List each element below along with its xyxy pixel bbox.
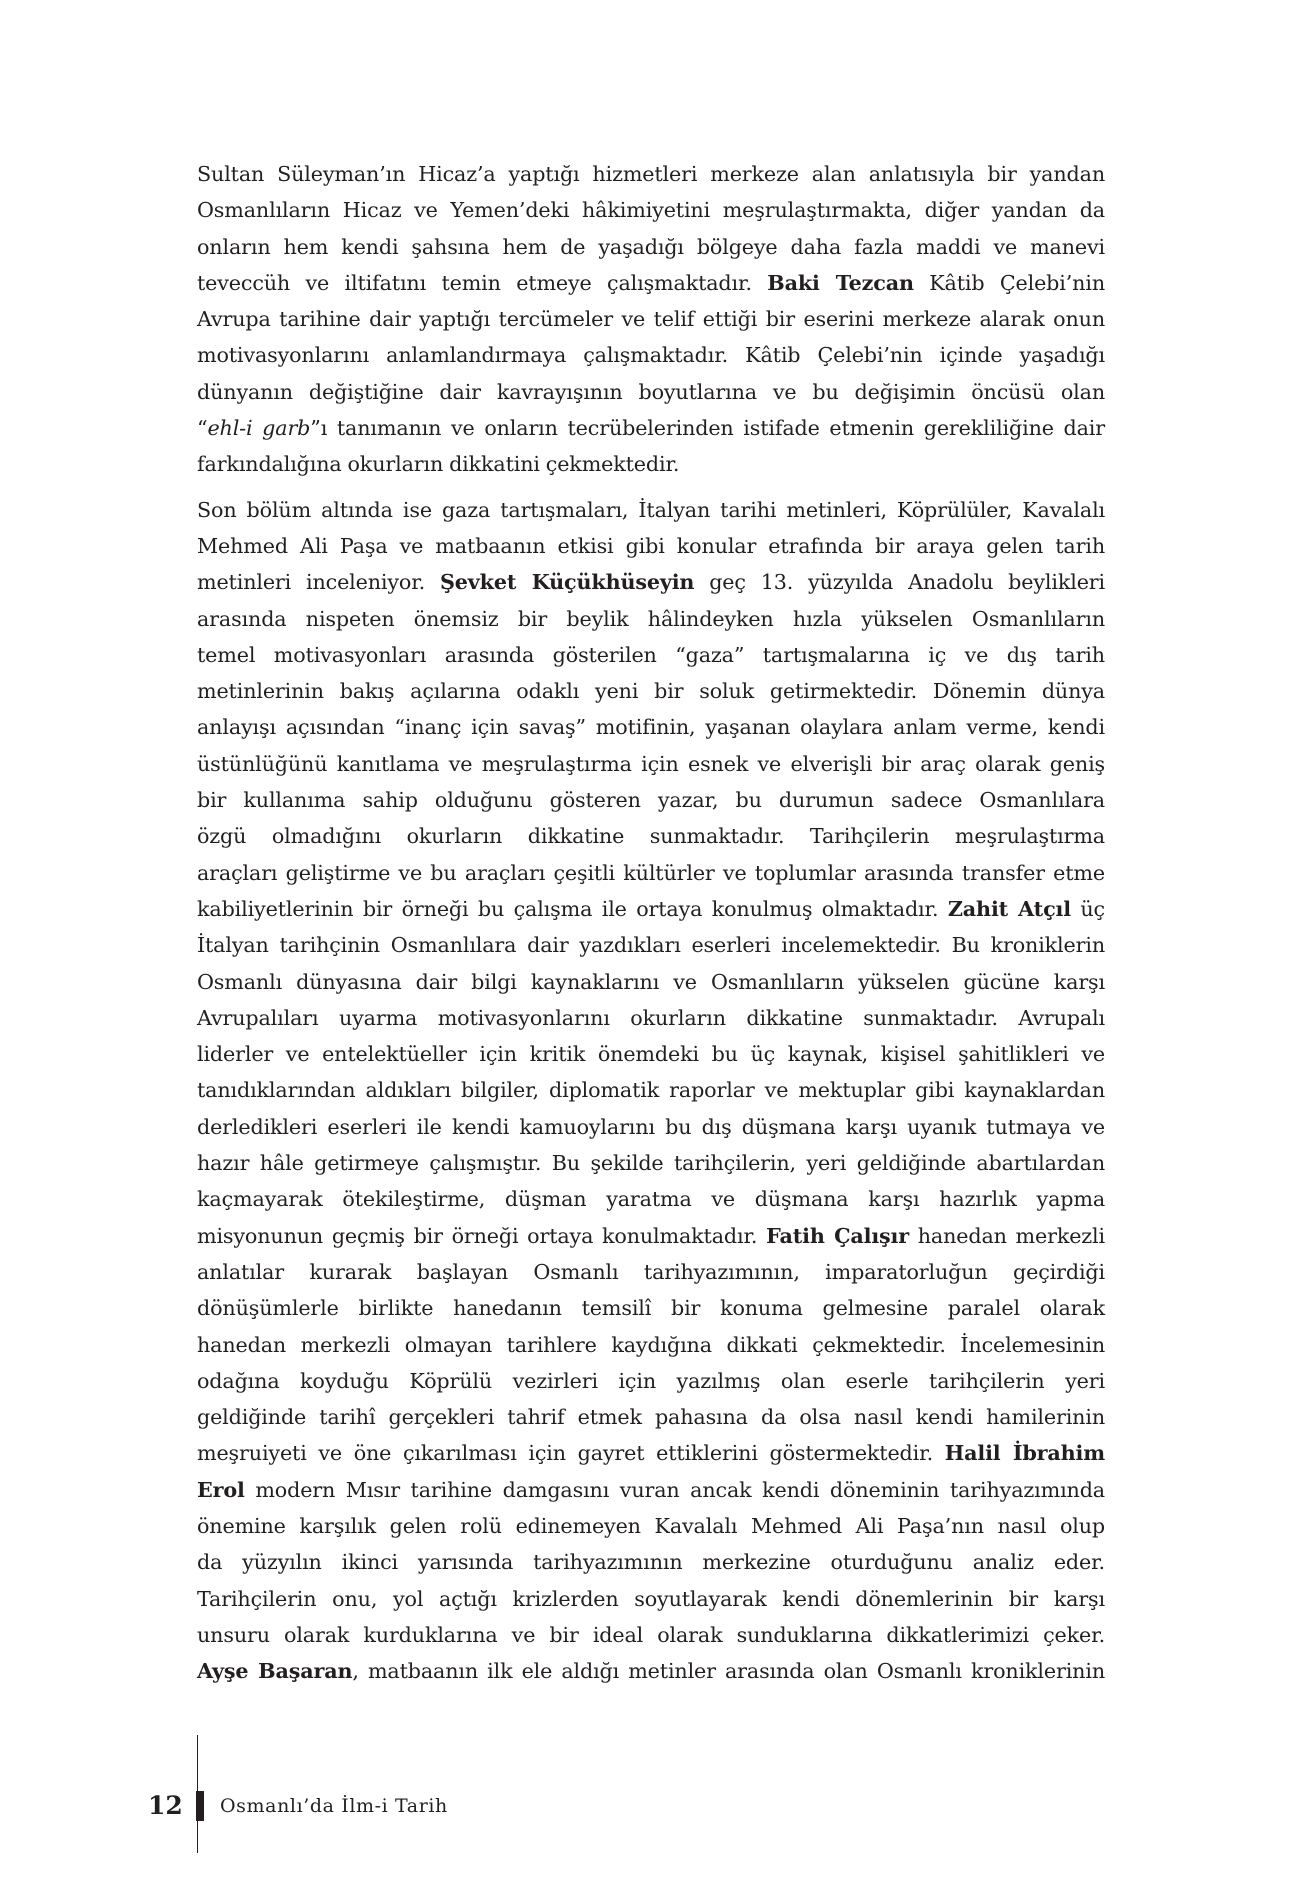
text-line [197, 492, 1105, 528]
text-line [197, 1290, 1105, 1326]
text-run: Tarihçilerin onu, yol açtığı krizlerden soyutlayarak kendi dönemlerinin bir karşı [197, 1586, 1105, 1611]
text-run: anlatılar kurarak başlayan Osmanlı tarihyazımının, imparatorluğun geçirdiği [197, 1259, 1105, 1284]
text-run: metinlerinin bakış açılarına odaklı yeni bir soluk getirmektedir. Dönemin dünya [197, 679, 1105, 704]
text-run: özgü olmadığını okurların dikkatine sunmaktadır. Tarihçilerin meşrulaştırma [197, 824, 1105, 849]
text-line [197, 891, 1105, 927]
text-run: liderler ve entelektüeller için kritik önemdeki bu üç kaynak, kişisel şahitlikleri ve [197, 1042, 1105, 1067]
text-run: hanedan merkezli [909, 1223, 1105, 1248]
text-run: modern Mısır tarihine damgasını vuran ancak kendi döneminin tarihyazımında [244, 1477, 1105, 1502]
text-run: meşruiyeti ve öne çıkarılması için gayret ettiklerini göstermektedir. [197, 1441, 945, 1466]
text-run: Sultan Süleyman’ın Hicaz’a yaptığı hizmetleri merkeze alan anlatısıyla bir yandan [197, 162, 1105, 186]
text-run: Avrupalıları uyarma motivasyonlarını okurların dikkatine sunmaktadır. Avrupalı [197, 1005, 1105, 1030]
text-run: tanıdıklarından aldıkları bilgiler, diplomatik raporlar ve mektuplar gibi kaynaklardan [197, 1078, 1105, 1103]
author-name: Halil İbrahim [944, 1441, 1106, 1466]
text-line [197, 446, 1105, 482]
author-name: Zahit Atçıl [947, 896, 1071, 921]
text-run: arasında nispeten önemsiz bir beylik hâlindeyken hızla yükselen Osmanlıların [197, 606, 1105, 631]
text-line [197, 564, 1105, 600]
text-run: anlayışı açısından “inanç için savaş” motifinin, yaşanan olaylara anlam verme, kendi [197, 715, 1105, 740]
text-line [197, 1363, 1105, 1399]
text-run: dönüşümlerle birlikte hanedanın temsilî bir konuma gelmesine paralel olarak [197, 1296, 1105, 1321]
text-line [197, 1544, 1105, 1580]
text-line [197, 1581, 1105, 1617]
text-run: geldiğinde tarihî gerçekleri tahrif etmek pahasına da olsa nasıl kendi hamilerinin [197, 1405, 1105, 1430]
text-run: üç [1070, 896, 1105, 921]
text-line [197, 1472, 1105, 1508]
text-run: unsuru olarak kurduklarına ve bir ideal olarak sunduklarına dikkatlerimizi çeker. [197, 1622, 1105, 1647]
text-line [197, 1327, 1105, 1363]
text-run: da yüzyılın ikinci yarısında tarihyazımının merkezine oturduğunu analiz eder. [197, 1550, 1105, 1575]
text-line [197, 1036, 1105, 1072]
text-run: dünyanın değiştiğine dair kavrayışının boyutlarına ve bu değişimin öncüsü olan [197, 379, 1105, 404]
text-line [197, 746, 1105, 782]
text-run: teveccüh ve iltifatını temin etmeye çalışmaktadır. [197, 270, 768, 295]
text-run: misyonunun geçmiş bir örneği ortaya konulmaktadır. [197, 1223, 767, 1248]
text-line [197, 1218, 1105, 1254]
text-run: odağına koyduğu Köprülü vezirleri için yazılmış olan eserle tarihçilerin yeri [197, 1368, 1105, 1393]
text-line [197, 1617, 1105, 1653]
author-name: Erol [197, 1477, 245, 1502]
text-line [197, 337, 1105, 373]
text-run: temel motivasyonları arasında gösterilen “gaza” tartışmalarına iç ve dış tarih [197, 642, 1105, 667]
page-footer [0, 1735, 1300, 1855]
text-run: kabiliyetlerinin bir örneği bu çalışma ile ortaya konulmuş olmaktadır. [197, 896, 948, 921]
text-line [197, 1181, 1105, 1217]
text-line [197, 637, 1105, 673]
text-line [197, 1072, 1105, 1108]
text-line [197, 1145, 1105, 1181]
text-run: kaçmayarak ötekileştirme, düşman yaratma ve düşmana karşı hazırlık yapma [197, 1187, 1105, 1212]
text-run: araçları geliştirme ve bu araçları çeşitli kültürler ve toplumlar arasında transfer etme [197, 860, 1105, 885]
text-run: hanedan merkezli olmayan tarihlere kaydığına dikkati çekmektedir. İncelemesinin [197, 1332, 1105, 1357]
text-run: motivasyonlarını anlamlandırmaya çalışmaktadır. Kâtib Çelebi’nin içinde yaşadığı [197, 343, 1105, 368]
text-line [197, 1435, 1105, 1471]
text-run: derledikleri eserleri ile kendi kamuoylarını bu dış düşmana karşı uyanık tutmaya ve [197, 1114, 1105, 1139]
text-run: Mehmed Ali Paşa ve matbaanın etkisi gibi konular etrafında bir araya gelen tarih [197, 533, 1105, 558]
text-line [197, 601, 1105, 637]
body-text [197, 156, 1105, 1689]
text-run: İtalyan tarihçinin Osmanlılara dair yazdıkları eserleri incelemektedir. Bu kroniklerin [197, 933, 1105, 958]
text-line [197, 1254, 1105, 1290]
text-line [197, 673, 1105, 709]
running-title: Osmanlı’da İlm-i Tarih [220, 1795, 448, 1817]
text-line [197, 782, 1105, 818]
text-run: , matbaanın ilk ele aldığı metinler arasında olan Osmanlı kroniklerinin [352, 1659, 1106, 1684]
text-run: Avrupa tarihine dair yaptığı tercümeler ve telif ettiği bir eserini merkeze alarak onun [197, 307, 1105, 332]
text-run: bir kullanıma sahip olduğunu gösteren yazar, bu durumun sadece Osmanlılara [197, 788, 1105, 813]
italic-term: ehl-i garb [207, 416, 311, 441]
author-name: Ayşe Başaran [197, 1659, 353, 1684]
text-line [197, 410, 1105, 446]
text-line [197, 301, 1105, 337]
text-run: onların hem kendi şahsına hem de yaşadığı bölgeye daha fazla maddi ve manevi [197, 234, 1105, 259]
text-line [197, 229, 1105, 265]
text-run: farkındalığına okurların dikkatini çekmektedir. [197, 452, 680, 477]
text-line [197, 818, 1105, 854]
text-line [197, 1399, 1105, 1435]
text-run: ”ı tanımanın ve onların tecrübelerinden istifade etmenin gerekliliğine dair [310, 416, 1106, 441]
text-line [197, 1000, 1105, 1036]
text-line [197, 927, 1105, 963]
text-line [197, 1508, 1105, 1544]
author-name: Fatih Çalışır [766, 1223, 910, 1248]
text-run: Osmanlı dünyasına dair bilgi kaynaklarını ve Osmanlıların yükselen gücüne karşı [197, 969, 1105, 994]
author-name: Şevket Küçükhüseyin [440, 570, 695, 595]
text-run: Osmanlıların Hicaz ve Yemen’deki hâkimiyetini meşrulaştırmakta, diğer yandan da [197, 198, 1105, 223]
text-line [197, 528, 1105, 564]
text-run: üstünlüğünü kanıtlama ve meşrulaştırma için esnek ve elverişli bir araç olarak geniş [197, 751, 1105, 776]
text-line [197, 709, 1105, 745]
text-run: önemine karşılık gelen rolü edinemeyen Kavalalı Mehmed Ali Paşa’nın nasıl olup [197, 1513, 1105, 1538]
text-line [197, 964, 1105, 1000]
text-line [197, 374, 1105, 410]
text-run: geç 13. yüzyılda Anadolu beylikleri [694, 570, 1105, 595]
footer-marker [196, 1791, 204, 1821]
text-run: hazır hâle getirmeye çalışmıştır. Bu şekilde tarihçilerin, yeri geldiğinde abartılardan [197, 1151, 1105, 1176]
text-run: Kâtib Çelebi’nin [913, 270, 1105, 295]
text-run: Son bölüm altında ise gaza tartışmaları, İtalyan tarihi metinleri, Köprülüler, Kavalalı [197, 497, 1105, 522]
text-line [197, 855, 1105, 891]
text-line [197, 156, 1105, 192]
text-run: metinleri inceleniyor. [197, 570, 440, 595]
text-line [197, 1109, 1105, 1145]
text-line [197, 192, 1105, 228]
author-name: Baki Tezcan [767, 270, 914, 295]
text-line [197, 1653, 1105, 1689]
page-number: 12 [148, 1791, 183, 1820]
text-run: “ [197, 416, 208, 441]
text-line [197, 265, 1105, 301]
